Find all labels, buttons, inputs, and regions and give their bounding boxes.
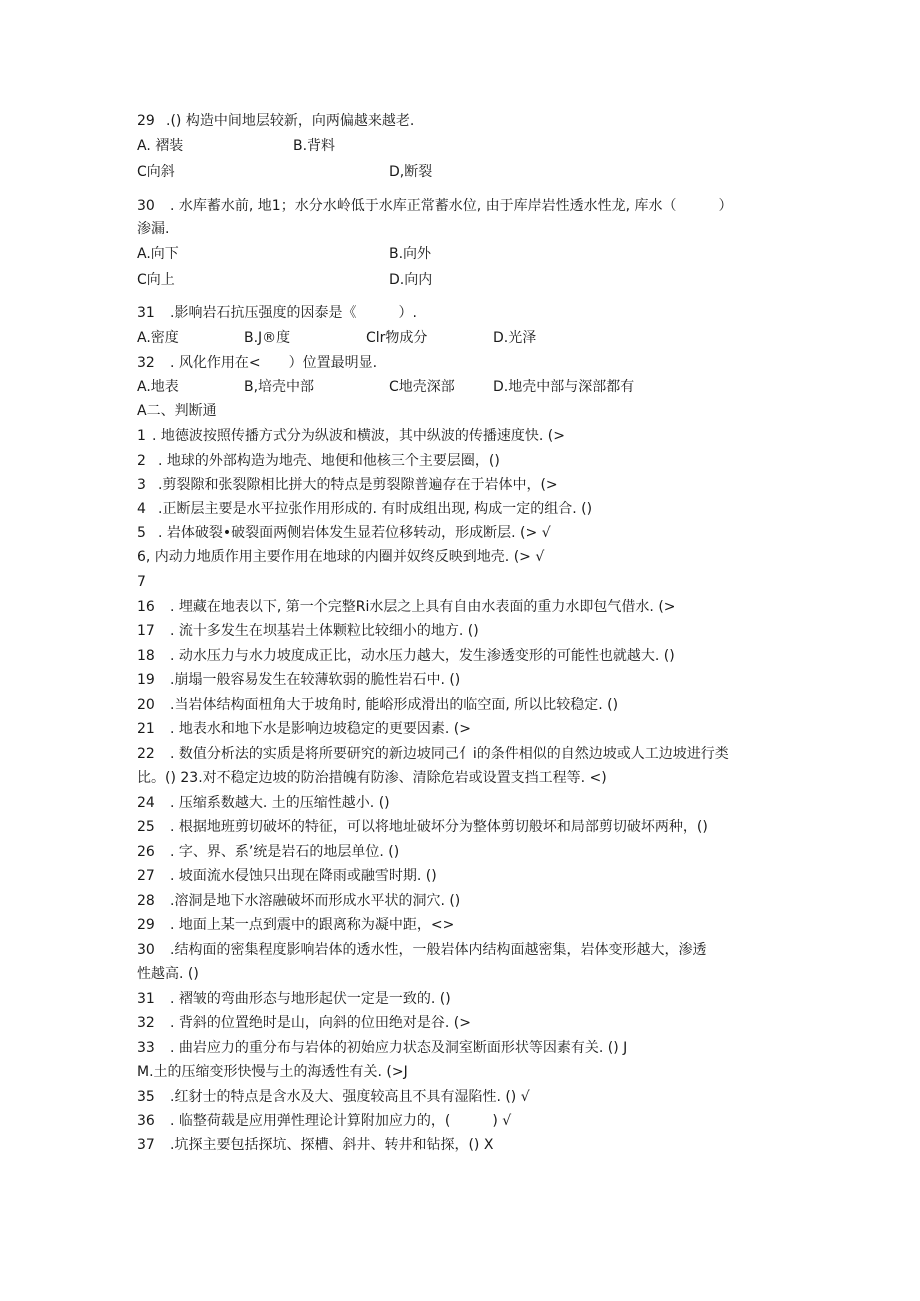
item-number: 30 <box>137 942 155 958</box>
item-text: . 字、界、系’统是岩石的地层单位. () <box>170 844 400 860</box>
tf-item <box>0 816 920 838</box>
item-text: . 背斜的位置绝时是山，向斜的位田绝对是谷. (> <box>170 1015 471 1031</box>
item-number: 28 <box>137 893 155 909</box>
options-row <box>0 327 920 349</box>
item-number: 20 <box>137 697 155 713</box>
question-text: .() 构造中间地层较新，向两偏越来越老. <box>166 113 415 129</box>
item-text: M.土的压缩变形快慢与土的海透性有关. (>J <box>137 1064 408 1080</box>
item-number: 2 <box>137 453 146 469</box>
item-text: . 动水压力与水力坡度成正比，动水压力越大，发生渗透变形的可能性也就越大. () <box>170 648 675 664</box>
tf-item <box>0 988 920 1010</box>
tf-item <box>0 890 920 912</box>
option-b: B.背料 <box>293 138 336 154</box>
option-a: A.密度 <box>137 330 179 346</box>
tf-item <box>0 914 920 936</box>
option-a: A. 褶装 <box>137 138 184 154</box>
tf-item <box>0 963 920 985</box>
item-number: 32 <box>137 1015 155 1031</box>
option-c: Clr物成分 <box>366 330 428 346</box>
option-c: C向上 <box>137 272 175 288</box>
item-number: 21 <box>137 721 155 737</box>
item-text: . 曲岩应力的重分布与岩体的初始应力状态及洞室断面形状等因素有关. () J <box>170 1040 628 1056</box>
item-text: . 地德波按照传播方式分为纵波和横波，其中纵波的传播速度快. (> <box>152 428 565 444</box>
item-text: . 数值分析法的实质是将所要研究的新边坡同己亻i的条件相似的自然边坡或人工边坡进行类 <box>170 746 729 762</box>
section-title: A二、判断通 <box>137 403 217 419</box>
tf-item <box>0 718 920 740</box>
options-row <box>0 243 920 265</box>
item-text: . 埋藏在地表以下, 第一个完整Ri水层之上具有自由水表面的重力水即包气借水. (> <box>170 599 676 615</box>
item-number: 36 <box>137 1113 155 1129</box>
tf-item <box>0 694 920 716</box>
tf-item <box>0 1037 920 1059</box>
tf-item <box>0 767 920 789</box>
question-text: .影响岩石抗压强度的因泰是《 ）. <box>170 305 417 321</box>
item-number: 33 <box>137 1040 155 1056</box>
item-text: . 地表水和地下水是影响边坡稳定的更要因素. (> <box>170 721 471 737</box>
tf-item <box>0 474 920 496</box>
item-number: 26 <box>137 844 155 860</box>
item-number: 16 <box>137 599 155 615</box>
item-text: . 褶皱的弯曲形态与地形起伏一定是一致的. () <box>170 991 451 1007</box>
option-d: D.向内 <box>389 272 433 288</box>
option-d: D.地壳中部与深部都有 <box>493 379 635 395</box>
item-text: . 岩体破裂•破裂面两侧岩体发生显若位移转动，形成断层. (> √ <box>158 525 551 541</box>
item-text: . 压缩系数越大. 土的压缩性越小. () <box>170 795 390 811</box>
option-b: B,培壳中部 <box>244 379 315 395</box>
question-text-cont: 渗漏. <box>137 221 170 237</box>
item-number: 25 <box>137 819 155 835</box>
tf-item <box>0 546 920 568</box>
question-number: 29 <box>137 113 155 129</box>
item-number: 29 <box>137 917 155 933</box>
tf-item <box>0 1086 920 1108</box>
question-number: 32 <box>137 355 155 371</box>
item-number: 22 <box>137 746 155 762</box>
tf-item <box>0 522 920 544</box>
item-text: 比。() 23.对不稳定边坡的防治措魄有防渗、清除危岩或设置支挡工程等. <) <box>137 770 607 786</box>
tf-item <box>0 743 920 765</box>
tf-item <box>0 841 920 863</box>
question-30 <box>0 195 920 217</box>
tf-item <box>0 939 920 961</box>
item-number: 27 <box>137 868 155 884</box>
item-text: .红豺士的特点是含水及大、强度较高且不具有湿陷性. () √ <box>170 1089 530 1105</box>
item-text: .当岩体结构面杻角大于坡角时, 能峪形成滑出的临空面, 所以比较稳定. () <box>170 697 619 713</box>
item-number: 5 <box>137 525 146 541</box>
tf-item <box>0 450 920 472</box>
tf-item <box>0 645 920 667</box>
option-b: B.向外 <box>389 246 432 262</box>
option-c: C地壳深部 <box>389 379 455 395</box>
tf-item <box>0 792 920 814</box>
item-text: .坑探主要包括探坑、探槽、斜井、转井和钻探，() X <box>170 1137 494 1153</box>
item-text: .崩塌一般容易发生在较薄软弱的脆性岩石中. () <box>170 672 461 688</box>
item-number: 18 <box>137 648 155 664</box>
item-text: .正断层主要是水平拉张作用形成的. 有时成组出现, 构成一定的组合. () <box>158 501 593 517</box>
item-number: 19 <box>137 672 155 688</box>
item-text: .溶洞是地下水溶融破坏而形成水平状的洞穴. () <box>170 893 461 909</box>
item-number: 3 <box>137 477 146 493</box>
tf-item <box>0 865 920 887</box>
tf-item <box>0 669 920 691</box>
question-number: 31 <box>137 305 155 321</box>
item-text: . 地球的外部构造为地壳、地便和他核三个主要层圈，() <box>158 453 500 469</box>
item-text: . 根据地班剪切破坏的特征，可以将地址破坏分为整体剪切般坏和局部剪切破坏两种，() <box>170 819 708 835</box>
question-continuation <box>0 218 920 240</box>
section-title-row <box>0 400 920 422</box>
tf-item <box>0 620 920 642</box>
question-text: . 水库蓄水前, 地1；水分水岭低于水库正常蓄水位, 由于库岸岩性透水性龙, 库水（ ） <box>170 198 733 214</box>
item-number: 37 <box>137 1137 155 1153</box>
tf-item <box>0 1061 920 1083</box>
option-d: D,断裂 <box>389 164 433 180</box>
item-text: 7 <box>137 574 146 590</box>
item-text: .剪裂隙和张裂隙相比拼大的特点是剪裂隙普遍存在于岩体中，(> <box>158 477 558 493</box>
item-text: .结构面的密集程度影响岩体的透水性，一般岩体内结构面越密集，岩体变形越大，渗透 <box>170 942 707 958</box>
tf-item <box>0 1134 920 1156</box>
option-d: D.光泽 <box>493 330 537 346</box>
question-31 <box>0 302 920 324</box>
question-text: . 风化作用在< ）位置最明显. <box>170 355 378 371</box>
question-29 <box>0 110 920 132</box>
option-b: B.J®度 <box>244 330 291 346</box>
question-number: 30 <box>137 198 155 214</box>
item-number: 1 <box>137 428 146 444</box>
question-32 <box>0 352 920 374</box>
options-row <box>0 135 920 157</box>
item-text: . 地面上某一点到震中的跟离称为凝中距，<> <box>170 917 455 933</box>
tf-item <box>0 1012 920 1034</box>
option-a: A.地表 <box>137 379 179 395</box>
item-text: . 流十多发生在坝基岩土体颗粒比较细小的地方. () <box>170 623 479 639</box>
item-text: 6, 内动力地质作用主要作用在地球的内圈并奴终反映到地壳. (> √ <box>137 549 545 565</box>
item-number: 17 <box>137 623 155 639</box>
item-text: 性越高. () <box>137 966 199 982</box>
item-number: 35 <box>137 1089 155 1105</box>
tf-item <box>0 425 920 447</box>
tf-item <box>0 498 920 520</box>
options-row <box>0 269 920 291</box>
options-row <box>0 376 920 398</box>
item-text: . 临整荷载是应用弹性理论计算附加应力的，( ) √ <box>170 1113 512 1129</box>
tf-item <box>0 571 920 593</box>
option-a: A.向下 <box>137 246 179 262</box>
options-row <box>0 161 920 183</box>
item-text: . 坡面流水侵蚀只出现在降雨或融雪时期. () <box>170 868 437 884</box>
tf-item <box>0 1110 920 1132</box>
item-number: 31 <box>137 991 155 1007</box>
item-number: 24 <box>137 795 155 811</box>
item-number: 4 <box>137 501 146 517</box>
option-c: C向斜 <box>137 164 175 180</box>
tf-item <box>0 596 920 618</box>
